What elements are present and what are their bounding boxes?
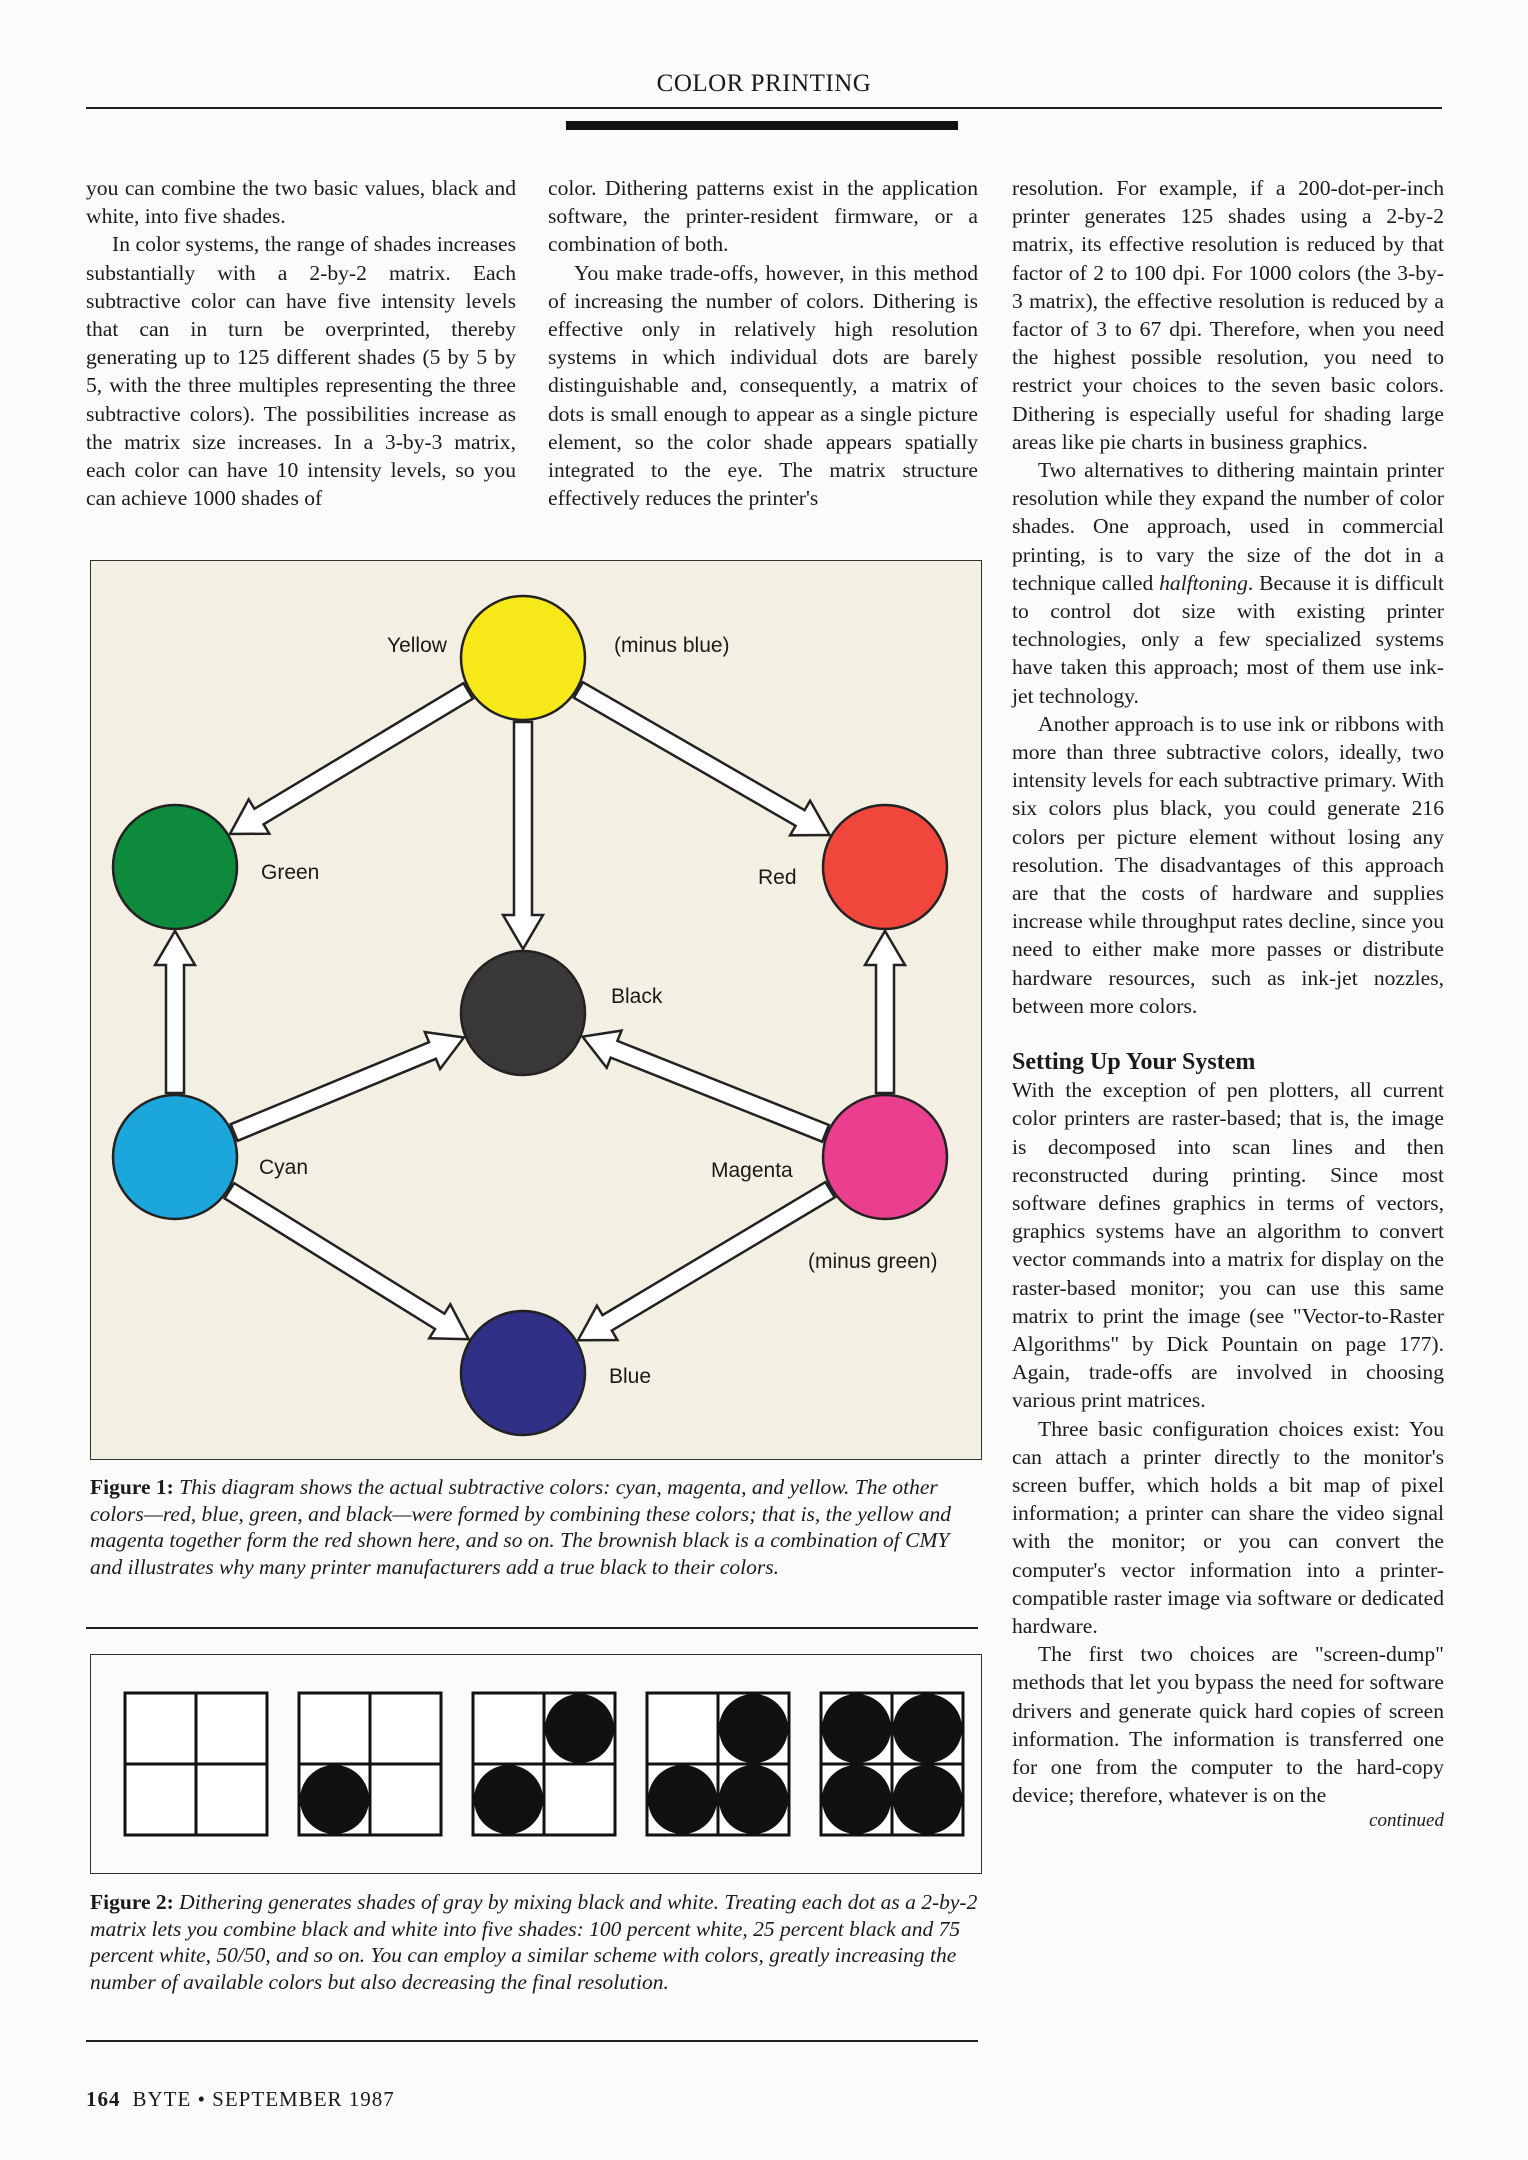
label-minus-green: (minus green) — [808, 1250, 938, 1273]
paragraph: The first two choices are "screen-dump" methods that let you bypass the need for software drivers and generate quick hard copies of screen information. The information is transferred one for one from the computer to the hard-copy device; therefore, whatever is on the — [1012, 1642, 1444, 1808]
magazine-issue: BYTE • SEPTEMBER 1987 — [132, 2087, 395, 2111]
paragraph: Two alternatives to dithering maintain printer resolution while they expand the number of color shades. One approach, used in commercial printing, is to vary the size of the dot in a technique called halftoning. Because it is difficult to control dot size with existing printer technologies, only a few specialized systems have taken this approach; most of them use ink-jet technology. — [1012, 458, 1444, 708]
header-rule — [86, 107, 1442, 109]
continued-note: continued — [1369, 1810, 1444, 1832]
arrow-Y-to-K — [503, 722, 543, 949]
paragraph: You make trade-offs, however, in this method of increasing the number of colors. Dithering is effective only in relatively high resolution systems in which individual dots are barely distinguishable and, consequently, a matrix of dots is small enough to appear as a single picture element, so the color shade appears spatially integrated to the eye. The matrix structure effectively reduces the printer's — [548, 260, 978, 511]
green-circle — [113, 805, 237, 929]
magenta-circle — [823, 1095, 947, 1219]
blue-circle — [461, 1311, 585, 1435]
black-dot — [893, 1765, 962, 1834]
column-2 — [548, 174, 978, 512]
black-dot — [648, 1765, 717, 1834]
black-dot — [719, 1694, 788, 1763]
yellow-circle — [461, 596, 585, 720]
arrow-Y-to-G — [230, 683, 473, 834]
red-circle — [823, 805, 947, 929]
dither-matrix-3-black — [647, 1693, 789, 1835]
arrow-M-to-K — [583, 1031, 829, 1142]
dither-matrix-4-black — [821, 1693, 963, 1835]
arrow-C-to-B — [225, 1183, 469, 1339]
cyan-circle — [113, 1095, 237, 1219]
arrow-Y-to-Rd — [574, 682, 830, 835]
black-dot — [822, 1765, 891, 1834]
label-minus-blue: (minus blue) — [614, 634, 730, 657]
black-dot — [545, 1694, 614, 1763]
arrow-C-to-G — [155, 931, 195, 1093]
column-3 — [1012, 174, 1444, 1833]
color-diagram-svg — [91, 561, 981, 1459]
black-dot — [893, 1694, 962, 1763]
section-heading: Setting Up Your System — [1012, 1049, 1256, 1076]
header-bar — [566, 121, 958, 130]
arrow-M-to-Rd — [865, 931, 905, 1093]
figure-2-dither — [90, 1654, 982, 1874]
figure-2-caption: Figure 2: Dithering generates shades of gray by mixing black and white. Treating each dot as a 2-by-2 matrix lets you combine black and white into five shades: 100 percent white, 25 percent black and 75 percent white, 50/50, and so on. You can employ a similar scheme with colors, greatly increasing the number of available colors but also decreasing the final resolution. — [90, 1890, 978, 1994]
paragraph: With the exception of pen plotters, all current color printers are raster-based; that is, the image is decomposed into scan lines and then reconstructed during printing. Since most software defines graphics in terms of vectors, graphics systems have an algorithm to convert vector commands into a matrix for display on the raster-based monitor; you can use this same matrix to print the image (see "Vector-to-Raster Algorithms" by Dick Pountain on page 177). Again, trade-offs are involved in choosing various print matrices. — [1012, 1078, 1444, 1413]
paragraph: resolution. For example, if a 200-dot-per-inch printer generates 125 shades using a 2-by-2 matrix, its effective resolution is reduced by that factor of 2 to 100 dpi. For 1000 colors (the 3-by-3 matrix), the effective resolution is reduced by a factor of 3 to 67 dpi. Therefore, when you need the highest possible resolution, you need to restrict your choices to the seven basic colors. Dithering is especially useful for shading large areas like pie charts in business graphics. — [1012, 176, 1444, 454]
black-dot — [300, 1765, 369, 1834]
paragraph: Another approach is to use ink or ribbons with more than three subtractive colors, ideally, two intensity levels for each subtractive primary. With six colors plus black, you could generate 216 colors per picture element without losing any resolution. The disadvantages of this approach are that the costs of hardware and supplies increase while throughput rates decline, since you need to either make more passes or distribute hardware resources, such as ink-jet nozzles, between more colors. — [1012, 711, 1444, 1018]
arrow-C-to-K — [231, 1032, 464, 1141]
black-dot — [474, 1765, 543, 1834]
label-magenta: Magenta — [711, 1159, 793, 1182]
caption-rule — [86, 1627, 978, 1629]
paragraph: you can combine the two basic values, black and white, into five shades. — [86, 176, 516, 229]
dither-matrix-2-black — [473, 1693, 615, 1835]
dither-matrix-1-black — [299, 1693, 441, 1835]
black-dot — [719, 1765, 788, 1834]
label-green: Green — [261, 861, 320, 884]
paragraph: color. Dithering patterns exist in the application software, the printer-resident firmware, or a combination of both. — [548, 176, 978, 257]
black-circle — [461, 951, 585, 1075]
page-number: 164 — [86, 2087, 121, 2111]
column-1 — [86, 174, 516, 512]
figure-1-caption: Figure 1: This diagram shows the actual subtractive colors: cyan, magenta, and yellow. The other colors—red, blue, green, and black—were formed by combining these colors; that is, the yellow and magenta together form the red shown here, and so on. The brownish black is a combination of CMY and illustrates why many printer manufacturers add a true black to their colors. — [90, 1475, 952, 1579]
black-dot — [822, 1694, 891, 1763]
label-yellow: Yellow — [387, 634, 447, 657]
caption-rule — [86, 2040, 978, 2042]
label-cyan: Cyan — [259, 1156, 309, 1179]
arrow-M-to-B — [578, 1182, 835, 1340]
dither-matrix-0-black — [125, 1693, 267, 1835]
label-red: Red — [758, 866, 797, 889]
footer — [86, 2087, 395, 2112]
dither-matrices-svg — [91, 1655, 981, 1873]
running-header: COLOR PRINTING — [656, 70, 872, 97]
label-blue: Blue — [609, 1365, 652, 1388]
label-black: Black — [611, 985, 663, 1008]
paragraph: In color systems, the range of shades increases substantially with a 2-by-2 matrix. Each subtractive color can have five intensity levels that can in turn be overprinted, thereby generating up to 125 different shades (5 by 5 by 5, with the three multiples representing the three subtractive colors). The possibilities increase as the matrix size increases. In a 3-by-3 matrix, each color can have 10 intensity levels, so you can achieve 1000 shades of — [86, 232, 516, 511]
paragraph: Three basic configuration choices exist: You can attach a printer directly to the monitor's screen buffer, which holds a bit map of pixel information; a printer can share the video signal with the monitor; or you can convert the computer's vector information into a printer-compatible raster image via software or dedicated hardware. — [1012, 1416, 1444, 1638]
figure-1-diagram — [90, 560, 982, 1460]
